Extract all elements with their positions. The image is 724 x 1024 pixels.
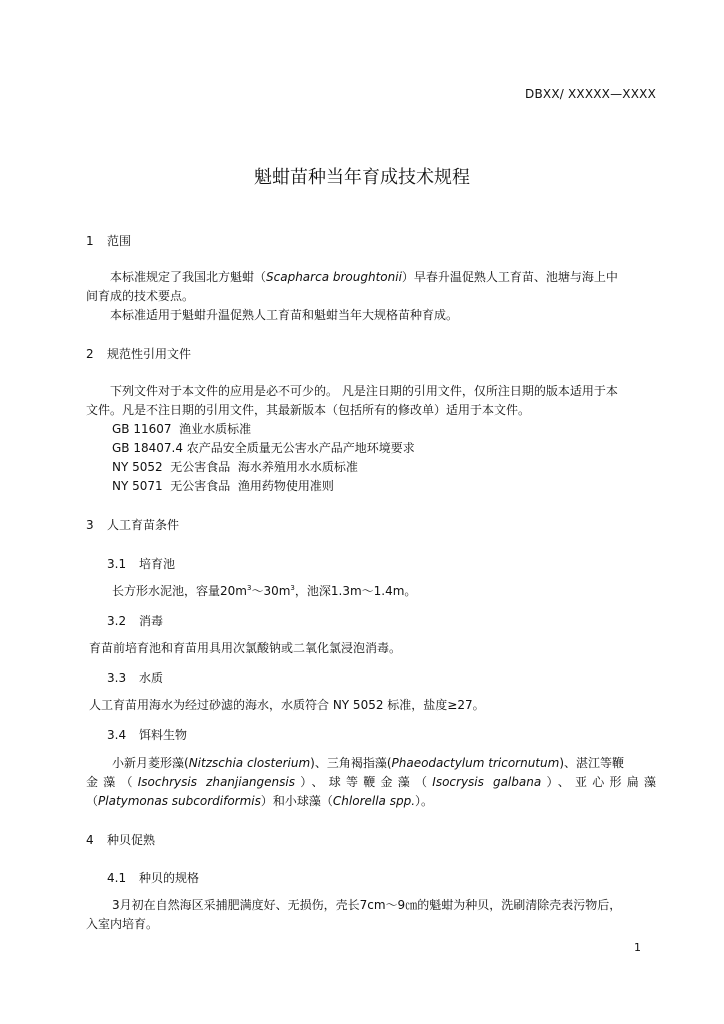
subsection-4-1-line-2: 入室内培育。 (86, 917, 159, 931)
species-name: Scapharca broughtonii (266, 270, 402, 284)
species-name: Chlorella spp. (332, 794, 416, 808)
text: 长方形水泥池，容量20m (112, 584, 247, 598)
text: ，池深1.3m～1.4m。 (294, 584, 417, 598)
document-code: DBXX/ XXXXX—XXXX (525, 87, 656, 101)
section-title: 种贝促熟 (107, 833, 156, 847)
reference-item: GB 18407.4 农产品安全质量无公害水产品产地环境要求 (112, 441, 415, 455)
species-name: Isocrysis galbana (432, 775, 542, 789)
text: )、三角褐指藻( (310, 756, 392, 770)
sec2-paragraph-line-1: 下列文件对于本文件的应用是必不可少的。 凡是注日期的引用文件，仅所注日期的版本适用于本 (110, 384, 618, 398)
subsection-number: 3.3 (107, 671, 127, 685)
subsection-3-2-text: 育苗前培育池和育苗用具用次氯酸钠或二氧化氯浸泡消毒。 (89, 641, 402, 655)
sec1-paragraph-1-line-2: 间育成的技术要点。 (86, 289, 195, 303)
text: ）。 (415, 794, 434, 808)
subsection-3-4-heading (107, 726, 187, 743)
subsection-3-1-text (112, 582, 416, 599)
page-number: 1 (634, 941, 641, 954)
section-number: 3 (86, 518, 94, 532)
section-number: 2 (86, 347, 94, 361)
section-title: 人工育苗条件 (107, 518, 180, 532)
subsection-3-4-line-1 (112, 754, 624, 771)
section-title: 范围 (107, 234, 132, 248)
species-name: Isochrysis zhanjiangensis (137, 775, 295, 789)
section-4-heading (86, 831, 155, 848)
species-name: Nitzschia closterium (188, 756, 311, 770)
sec2-paragraph-line-2: 文件。凡是不注日期的引用文件，其最新版本（包括所有的修改单）适用于本文件。 (86, 403, 531, 417)
text: ～30m (251, 584, 291, 598)
text: 小新月菱形藻( (112, 756, 189, 770)
subsection-number: 4.1 (107, 871, 127, 885)
subsection-number: 3.4 (107, 728, 127, 742)
text: ）早春升温促熟人工育苗、池塘与海上中 (401, 270, 618, 284)
subsection-number: 3.1 (107, 557, 127, 571)
species-name: Phaeodactylum tricornutum (391, 756, 560, 770)
text: 金藻（ (86, 775, 138, 789)
subsection-4-1-heading (107, 869, 199, 886)
section-2-heading (86, 345, 191, 362)
subsection-3-4-line-3 (86, 792, 433, 809)
subsection-number: 3.2 (107, 614, 127, 628)
text: ）和小球藻（ (260, 794, 333, 808)
text: ）、球等鞭金藻（ (294, 775, 433, 789)
subsection-title: 培育池 (139, 557, 176, 571)
text: )、湛江等鞭 (559, 756, 624, 770)
section-title: 规范性引用文件 (107, 347, 192, 361)
section-number: 4 (86, 833, 94, 847)
reference-item: NY 5052 无公害食品 海水养殖用水水质标准 (112, 460, 358, 474)
section-3-heading (86, 516, 179, 533)
document-title: 魁蚶苗种当年育成技术规程 (254, 167, 470, 188)
sec1-paragraph-1-line-1 (110, 268, 618, 285)
text: ）、亚心形扁藻 (541, 775, 656, 789)
subsection-3-3-heading (107, 669, 163, 686)
reference-item: NY 5071 无公害食品 渔用药物使用准则 (112, 479, 334, 493)
subsection-title: 饵料生物 (139, 728, 188, 742)
subsection-3-2-heading (107, 612, 163, 629)
subsection-title: 水质 (139, 671, 164, 685)
reference-item: GB 11607 渔业水质标准 (112, 422, 252, 436)
text: 本标准规定了我国北方魁蚶（ (110, 270, 267, 284)
section-number: 1 (86, 234, 94, 248)
text: （ (86, 794, 99, 808)
sec1-paragraph-2: 本标准适用于魁蚶升温促熟人工育苗和魁蚶当年大规格苗种育成。 (110, 308, 459, 322)
subsection-4-1-line-1: 3月初在自然海区采捕肥满度好、无损伤，壳长7cm～9㎝的魁蚶为种贝，洗刷清除壳表污物后， (112, 898, 622, 912)
subsection-3-3-text: 人工育苗用海水为经过砂滤的海水，水质符合 NY 5052 标准，盐度≥27。 (89, 698, 485, 712)
section-1-heading (86, 232, 131, 249)
superscript: 3 (290, 584, 295, 592)
superscript: 3 (246, 584, 252, 592)
subsection-3-4-line-2 (86, 773, 656, 790)
subsection-3-1-heading (107, 555, 175, 572)
subsection-title: 消毒 (139, 614, 164, 628)
subsection-title: 种贝的规格 (139, 871, 200, 885)
species-name: Platymonas subcordiformis (98, 794, 261, 808)
